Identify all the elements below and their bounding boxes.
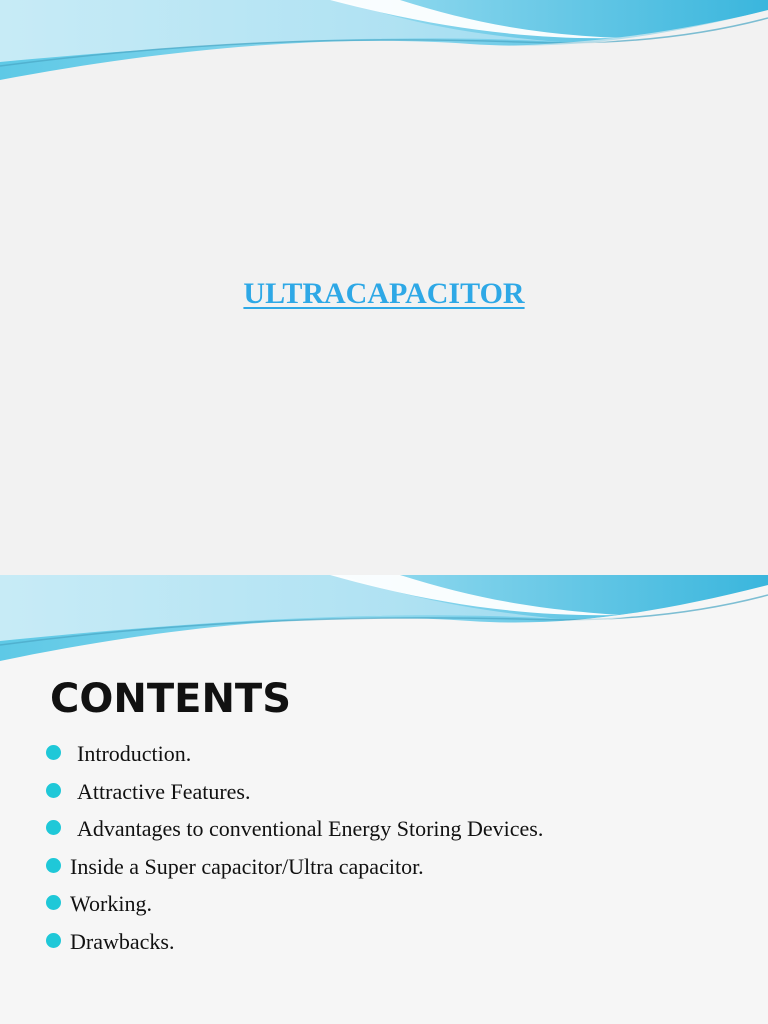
list-item-label: Advantages to conventional Energy Storing Devices. bbox=[77, 816, 544, 841]
wave-header-decoration bbox=[0, 0, 768, 100]
wave-header-decoration bbox=[0, 575, 768, 675]
list-item-label: Working. bbox=[70, 891, 152, 916]
list-item-label: Inside a Super capacitor/Ultra capacitor. bbox=[70, 853, 424, 879]
list-item-label: Attractive Features. bbox=[77, 778, 251, 804]
list-item-label: Drawbacks. bbox=[70, 928, 175, 954]
bullet-dot-icon bbox=[46, 745, 61, 760]
bullet-dot-icon bbox=[46, 820, 61, 835]
slide-title: ULTRACAPACITOR bbox=[243, 277, 525, 310]
slide-heading: CONTENTS bbox=[50, 676, 292, 722]
bullet-dot-icon bbox=[46, 783, 61, 798]
contents-slide bbox=[0, 575, 768, 1024]
bullet-dot-icon bbox=[46, 933, 61, 948]
bullet-dot-icon bbox=[46, 858, 61, 873]
bullet-dot-icon bbox=[46, 895, 61, 910]
list-item-label: Introduction. bbox=[77, 741, 192, 766]
